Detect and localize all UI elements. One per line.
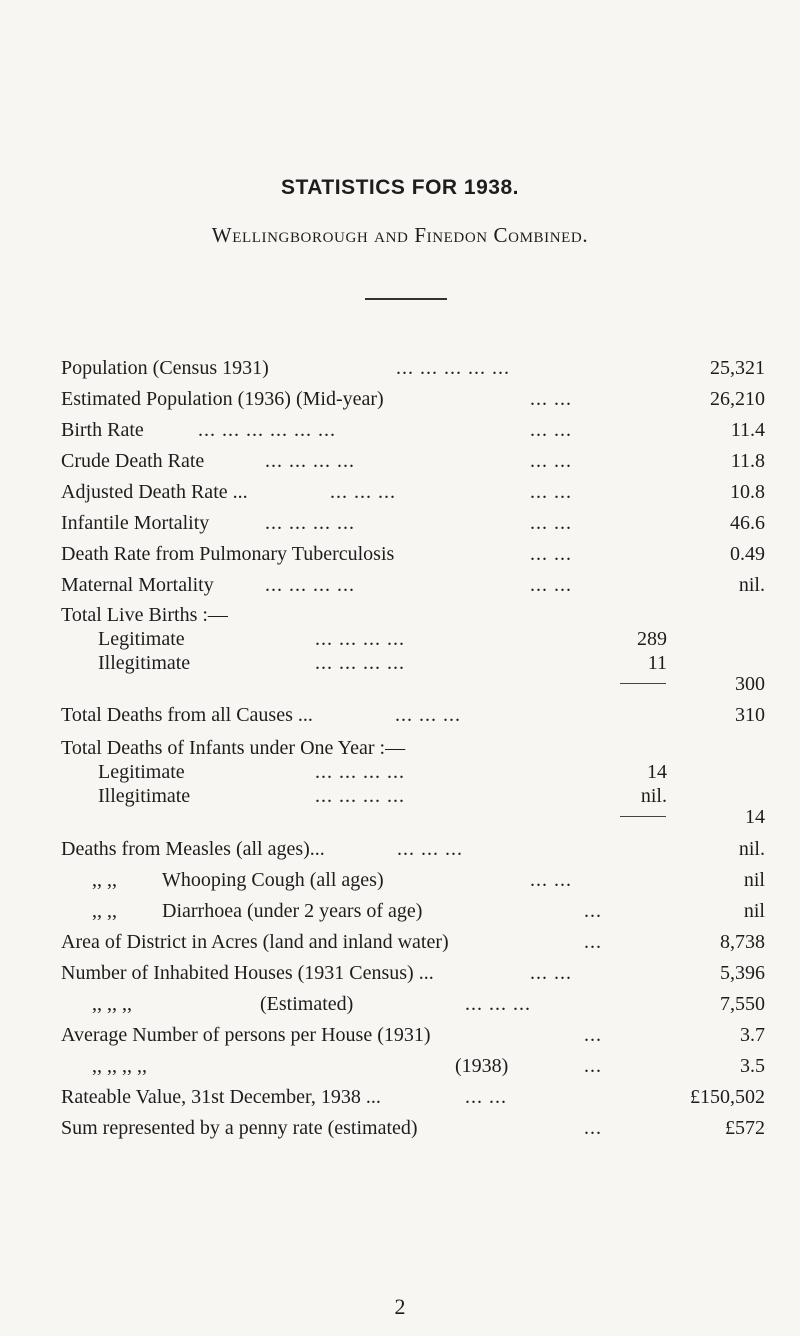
stat-label: Average Number of persons per House (1931): [61, 1024, 431, 1046]
stat-row-district-area: [0, 931, 800, 957]
stat-row-births-legitimate: [0, 628, 800, 654]
stat-row-infant-deaths-heading: [0, 737, 800, 763]
stat-row-measles-deaths: [0, 838, 800, 864]
leader-dots: ... ... ...: [465, 993, 531, 1015]
stat-row-infant-deaths-legitimate: [0, 761, 800, 787]
leader-dots: ...: [584, 931, 602, 953]
stat-value: 10.8: [730, 481, 765, 503]
leader-dots: ... ...: [530, 512, 572, 534]
leader-dots: ... ... ... ...: [315, 628, 405, 650]
leader-dots: ... ... ... ...: [265, 450, 355, 472]
leader-dots: ... ... ... ...: [265, 512, 355, 534]
stat-row-maternal-mortality: [0, 574, 800, 600]
stat-row-inhabited-houses-estimated: [0, 993, 800, 1019]
stat-row-total-deaths: [0, 704, 800, 730]
page-number: 2: [394, 1294, 406, 1319]
stat-row-population-census: [0, 357, 800, 383]
leader-dots: ... ...: [530, 869, 572, 891]
stat-value: 25,321: [710, 357, 765, 379]
title-divider: [365, 298, 447, 300]
stat-row-persons-per-house-1938: [0, 1055, 800, 1081]
stat-label: Rateable Value, 31st December, 1938 ...: [61, 1086, 381, 1108]
stat-label: Population (Census 1931): [61, 357, 269, 379]
stat-label: Diarrhoea (under 2 years of age): [162, 900, 423, 922]
stat-row-persons-per-house-1931: [0, 1024, 800, 1050]
leader-dots: ...: [584, 1024, 602, 1046]
stat-value: nil.: [738, 838, 765, 860]
stat-label: Maternal Mortality: [61, 574, 214, 596]
stat-row-adjusted-death-rate: [0, 481, 800, 507]
stat-label: Deaths from Measles (all ages)...: [61, 838, 325, 860]
stat-row-birth-rate: [0, 419, 800, 445]
stat-row-diarrhoea-deaths: [0, 900, 800, 926]
stat-value: £150,502: [690, 1086, 765, 1108]
leader-dots: ... ...: [530, 481, 572, 503]
stat-row-inhabited-houses-census: [0, 962, 800, 988]
stat-label: Estimated Population (1936) (Mid-year): [61, 388, 384, 410]
stat-row-infant-deaths-total: [0, 806, 800, 832]
stat-row-whooping-cough-deaths: [0, 869, 800, 895]
leader-dots: ... ... ...: [330, 481, 396, 503]
leader-dots: ... ... ...: [397, 838, 463, 860]
leader-dots: ... ...: [465, 1086, 507, 1108]
ditto-marks: ,, ,, ,,: [92, 993, 132, 1015]
stat-row-infantile-mortality: [0, 512, 800, 538]
ditto-marks: ,, ,,: [92, 900, 117, 922]
stat-label: Death Rate from Pulmonary Tuberculosis: [61, 543, 395, 565]
stat-row-births-total: [0, 673, 800, 699]
leader-dots: ... ... ...: [395, 704, 461, 726]
leader-dots: ... ...: [530, 543, 572, 565]
stat-value: 46.6: [730, 512, 765, 534]
stat-value: 26,210: [710, 388, 765, 410]
stat-label: Sum represented by a penny rate (estimated): [61, 1117, 418, 1139]
leader-dots: ... ...: [530, 419, 572, 441]
stat-value: nil.: [738, 574, 765, 596]
stat-value: £572: [725, 1117, 765, 1139]
stat-label: Total Deaths of Infants under One Year :—: [61, 737, 406, 759]
leader-dots: ...: [584, 1117, 602, 1139]
leader-dots: ... ... ... ...: [315, 785, 405, 807]
stat-row-rateable-value: [0, 1086, 800, 1112]
stat-subvalue: 11: [647, 652, 667, 674]
stat-value: 0.49: [730, 543, 765, 565]
stat-value: 8,738: [720, 931, 765, 953]
leader-dots: ... ... ... ... ...: [396, 357, 510, 379]
leader-dots: ... ... ... ...: [265, 574, 355, 596]
stat-label: Birth Rate: [61, 419, 144, 441]
stat-label: (1938): [455, 1055, 509, 1077]
stat-label: Illegitimate: [98, 652, 191, 674]
stat-value: 5,396: [720, 962, 765, 984]
stat-subvalue: 14: [647, 761, 667, 783]
stat-label: Total Deaths from all Causes ...: [61, 704, 313, 726]
stat-value: 11.8: [730, 450, 765, 472]
stat-row-penny-rate: [0, 1117, 800, 1143]
stat-row-estimated-population: [0, 388, 800, 414]
stat-label: Legitimate: [98, 628, 185, 650]
stat-value: 11.4: [730, 419, 765, 441]
leader-dots: ...: [584, 900, 602, 922]
stat-label: Total Live Births :—: [61, 604, 228, 626]
stat-label: Infantile Mortality: [61, 512, 210, 534]
leader-dots: ... ...: [530, 962, 572, 984]
stat-row-crude-death-rate: [0, 450, 800, 476]
stat-label: Number of Inhabited Houses (1931 Census) ...: [61, 962, 434, 984]
page-title: STATISTICS FOR 1938.: [281, 176, 519, 199]
stat-label: (Estimated): [260, 993, 354, 1015]
stat-value: 3.5: [740, 1055, 765, 1077]
stat-row-tuberculosis-death-rate: [0, 543, 800, 569]
stat-value: 7,550: [720, 993, 765, 1015]
stat-subvalue: 289: [637, 628, 667, 650]
stat-label: Illegitimate: [98, 785, 191, 807]
leader-dots: ... ... ... ... ... ...: [198, 419, 336, 441]
stat-value: nil: [743, 900, 765, 922]
stat-value: 310: [735, 704, 765, 726]
stat-label: Whooping Cough (all ages): [162, 869, 384, 891]
leader-dots: ... ...: [530, 388, 572, 410]
ditto-marks: ,, ,,: [92, 869, 117, 891]
stat-value: 3.7: [740, 1024, 765, 1046]
leader-dots: ... ... ... ...: [315, 761, 405, 783]
stat-label: Adjusted Death Rate ...: [61, 481, 248, 503]
leader-dots: ... ...: [530, 450, 572, 472]
stat-label: Area of District in Acres (land and inland water): [61, 931, 449, 953]
stat-value: nil: [743, 869, 765, 891]
ditto-marks: ,, ,, ,, ,,: [92, 1055, 147, 1077]
leader-dots: ... ...: [530, 574, 572, 596]
stat-row-total-live-births-heading: [0, 604, 800, 630]
stat-label: Legitimate: [98, 761, 185, 783]
stat-subvalue: nil.: [640, 785, 667, 807]
stat-value: 300: [735, 673, 765, 695]
leader-dots: ... ... ... ...: [315, 652, 405, 674]
leader-dots: ...: [584, 1055, 602, 1077]
stat-label: Crude Death Rate: [61, 450, 205, 472]
page-subtitle: Wellingborough and Finedon Combined.: [211, 223, 589, 247]
stat-value: 14: [745, 806, 765, 828]
